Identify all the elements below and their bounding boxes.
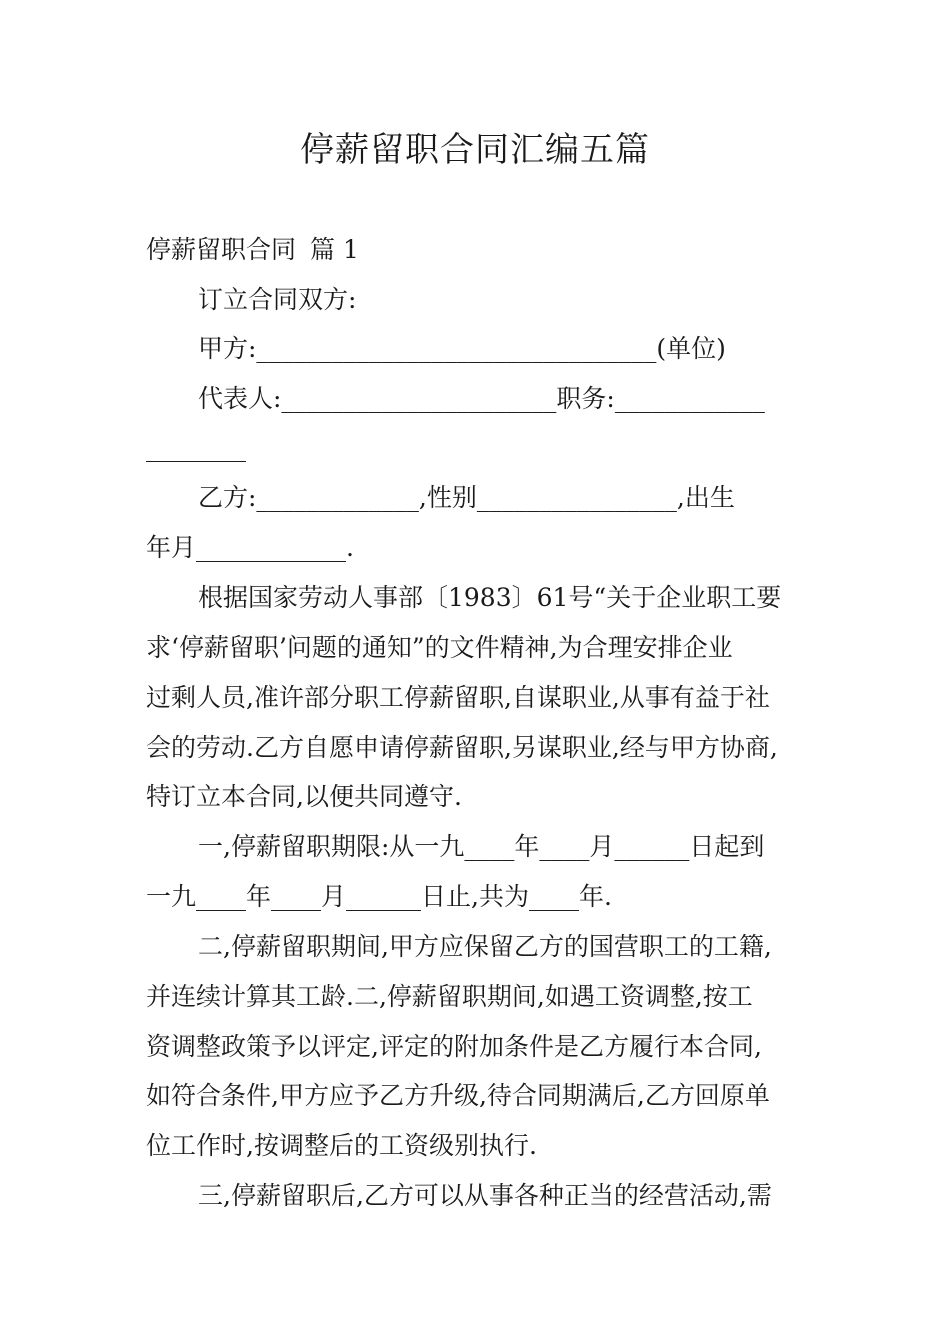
paragraph-line: 甲方:________________________________(单位) (198, 334, 726, 363)
paragraph-line: 根据国家劳动人事部〔1983〕61号“关于企业职工要 (198, 583, 782, 612)
paragraph-line: 乙方:_____________,性别________________,出生 (198, 483, 735, 512)
paragraph-line: 如符合条件,甲方应予乙方升级,待合同期满后,乙方回原单 (146, 1081, 770, 1110)
paragraph-line: 位工作时,按调整后的工资级别执行. (146, 1131, 537, 1160)
paragraph-line: 年月____________. (146, 533, 354, 562)
section-number: 篇 1 (310, 235, 359, 264)
paragraph-line: 过剩人员,准许部分职工停薪留职,自谋职业,从事有益于社 (146, 683, 770, 712)
section-heading (146, 232, 359, 268)
paragraph-line: 求‘停薪留职’问题的通知”的文件精神,为合理安排企业 (146, 633, 733, 662)
paragraph-line: 三,停薪留职后,乙方可以从事各种正当的经营活动,需 (198, 1181, 772, 1210)
paragraph-line: 一九____年____月______日止,共为____年. (146, 882, 612, 911)
paragraph-line: 并连续计算其工龄.二,停薪留职期间,如遇工资调整,按工 (146, 982, 753, 1011)
paragraph-line: 特订立本合同,以便共同遵守. (146, 782, 462, 811)
paragraph-line: 资调整政策予以评定,评定的附加条件是乙方履行本合同, (146, 1032, 762, 1061)
paragraph-line: 订立合同双方: (198, 285, 357, 314)
paragraph-line: 一,停薪留职期限:从一九____年____月______日起到 (198, 832, 765, 861)
paragraph-line: 代表人:______________________职务:____________ (198, 384, 765, 413)
paragraph-line: ________ (146, 433, 246, 462)
paragraph-line: 二,停薪留职期间,甲方应保留乙方的国营职工的工籍, (198, 932, 772, 961)
paragraph-line: 会的劳动.乙方自愿申请停薪留职,另谋职业,经与甲方协商, (146, 733, 778, 762)
document-title: 停薪留职合同汇编五篇 (300, 130, 650, 170)
section-heading-text: 停薪留职合同 (146, 235, 297, 264)
